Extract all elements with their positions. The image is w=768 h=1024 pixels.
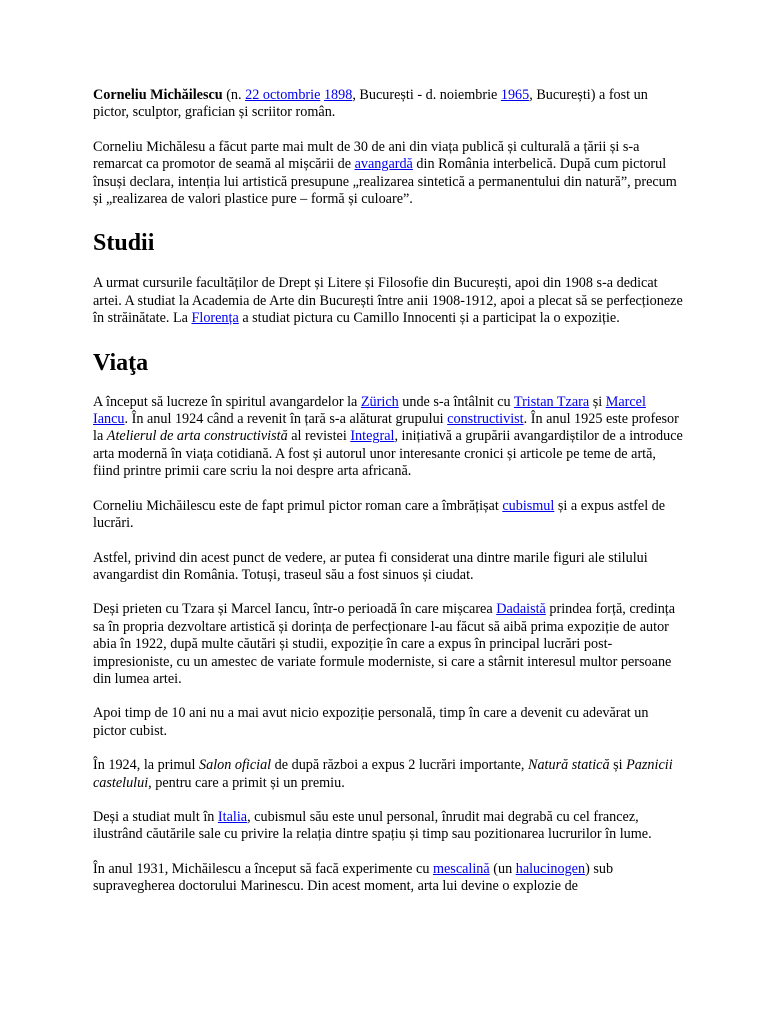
text: A început să lucreze în spiritul avangardelor la xyxy=(93,393,361,410)
italic-text: Natură statică xyxy=(527,757,610,774)
link-constructivist[interactable]: constructivist xyxy=(447,411,524,428)
intro-paragraph xyxy=(93,87,683,122)
text: (n. xyxy=(222,87,246,103)
text: În 1924, la primul xyxy=(93,757,199,774)
text: din România interbelică. După cum pictorul însuși declara, intenția lui artistică presupune „realizarea sintetică a permanentului din natură”, precum și „realizarea de valori plastice pure – formă și culoare”. xyxy=(93,156,677,208)
text: A urmat cursurile facultăților de Drept și Litere și Filosofie din București, apoi din 1908 s-a dedicat artei. A studiat la Academia de Arte din București între anii 1908-1912, apoi a plecat să se perfecționeze în străinătate. La xyxy=(93,275,683,327)
link-dadaista[interactable]: Dadaistă xyxy=(496,601,546,618)
text: și a expus astfel de lucrări. xyxy=(93,497,666,532)
viata-paragraph-1 xyxy=(93,394,683,481)
section-heading-viata: Viaţa xyxy=(93,349,149,376)
viata-paragraph-4 xyxy=(93,601,683,688)
viata-paragraph-7 xyxy=(93,809,683,844)
link-birth-year[interactable]: 1898 xyxy=(323,87,353,103)
link-zurich[interactable]: Zürich xyxy=(360,393,399,410)
link-integral[interactable]: Integral xyxy=(350,428,395,445)
article xyxy=(93,87,683,896)
text: , inițiativă a grupării avangardiștilor de a introduce arta modernă în viața cotidiană. A fost și autorul unor interesante cronici și articole pe teme de artă, fiind printre primii care scriu la noi despre arta africană. xyxy=(93,428,683,480)
link-florenta[interactable]: Florența xyxy=(191,310,239,327)
link-birth-date[interactable]: 22 octombrie xyxy=(245,87,321,103)
text: . În anul 1924 când a revenit în țară s-a alăturat grupului xyxy=(124,411,448,428)
text: . În anul 1925 este profesor la xyxy=(93,411,679,445)
text: (un xyxy=(489,860,516,877)
link-halucinogen[interactable]: halucinogen xyxy=(515,860,586,877)
link-italia[interactable]: Italia xyxy=(217,808,248,825)
text: și xyxy=(609,757,627,774)
link-marcel-iancu[interactable]: Marcel Iancu xyxy=(93,393,646,428)
viata-paragraph-8 xyxy=(93,861,683,896)
section-heading-studii: Studii xyxy=(93,230,155,257)
text: , București) a fost un pictor, sculptor, grafician și scriitor român. xyxy=(93,87,648,121)
viata-paragraph-6 xyxy=(93,757,683,792)
viata-paragraph-2 xyxy=(93,498,683,533)
text: , București - d. noiembrie xyxy=(352,87,501,103)
text: , cubismul său este unul personal, înrudit mai degrabă cu cel francez, ilustrând căutările sale cu privire la relația dintre spațiu și timp sau pozitionarea lucrurilor în lume. xyxy=(93,808,652,843)
studii-paragraph xyxy=(93,275,683,327)
text: În anul 1931, Michăilescu a început să facă experimente cu xyxy=(93,860,433,877)
link-tristan-tzara[interactable]: Tristan Tzara xyxy=(513,393,590,410)
text: Corneliu Michălesu a făcut parte mai mult de 30 de ani din viața publică și culturală a țării și s-a remarcat ca promotor de seamă al mișcării de xyxy=(93,138,640,173)
link-avangarda[interactable]: avangardă xyxy=(354,156,413,173)
link-cubismul[interactable]: cubismul xyxy=(502,497,555,514)
link-mescalina[interactable]: mescalină xyxy=(432,860,490,877)
viata-paragraph-5: Apoi timp de 10 ani nu a mai avut nicio expoziție personală, timp în care a devenit cu adevărat un pictor cubist. xyxy=(93,705,649,739)
text: și xyxy=(589,393,606,410)
text: a studiat pictura cu Camillo Innocenti și a participat la o expoziție. xyxy=(238,310,620,327)
text: de după război a expus 2 lucrări importante, xyxy=(271,757,528,774)
italic-text: Atelierul de arta constructivistă xyxy=(106,428,288,445)
subject-name: Corneliu Michăilescu xyxy=(93,87,223,103)
text: , pentru care a primit și un premiu. xyxy=(148,774,345,791)
text: Corneliu Michăilescu este de fapt primul pictor roman care a îmbrățișat xyxy=(93,497,503,514)
italic-text: Paznicii castelului xyxy=(93,757,673,791)
link-death-year[interactable]: 1965 xyxy=(500,87,530,103)
text: al revistei xyxy=(287,428,351,445)
intro-paragraph-2 xyxy=(93,139,683,209)
italic-text: Salon oficial xyxy=(199,757,272,774)
text: prindea forță, credința sa în propria dezvoltare artistică și dorința de perfecționare l-au făcut să aibă prima expoziție de autor abia în 1922, după multe căutări și studii, expoziție în care a expus în principal lucrări post-impresioniste, cu un amestec de variate formule moderniste, si care a stârnit interesul multor persoane din lumea artei. xyxy=(93,601,676,687)
viata-paragraph-3: Astfel, privind din acest punct de vedere, ar putea fi considerat una dintre marile figuri ale stilului avangardist din România. Totuși, traseul său a fost sinuos și ciudat. xyxy=(93,549,648,583)
text: Deși prieten cu Tzara și Marcel Iancu, într-o perioadă în care mișcarea xyxy=(93,601,497,618)
text: unde s-a întâlnit cu xyxy=(398,393,514,410)
text: ) sub supravegherea doctorului Marinescu. Din acest moment, arta lui devine o explozie de xyxy=(93,860,614,895)
text: Deși a studiat mult în xyxy=(93,808,218,825)
